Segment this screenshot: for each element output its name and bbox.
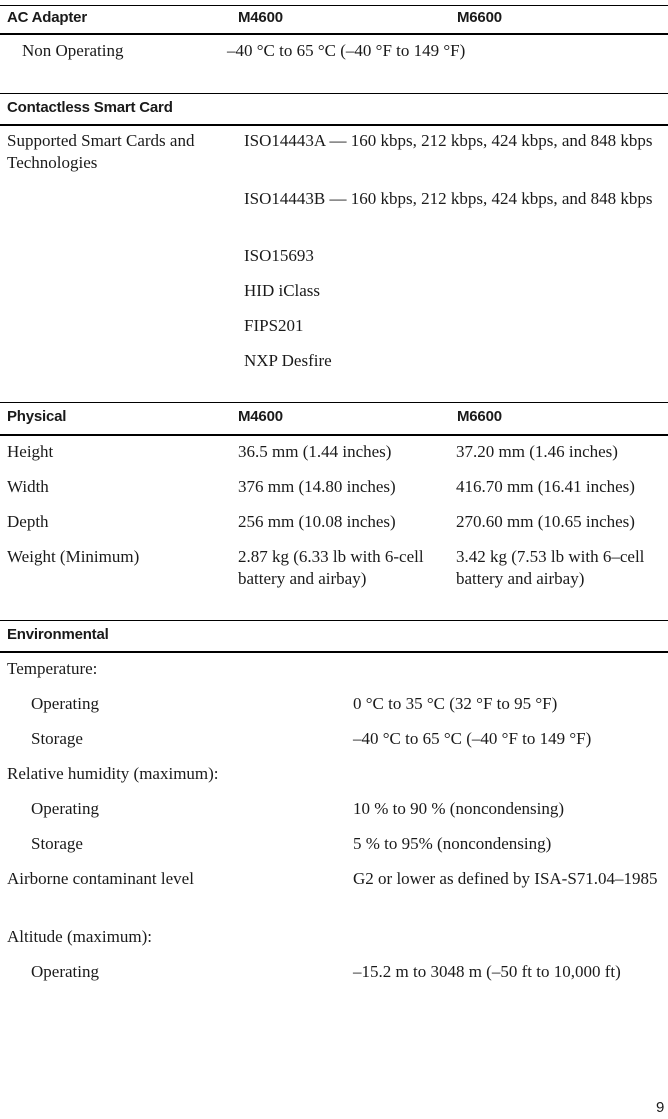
smart-card-item: FIPS201 xyxy=(244,316,304,335)
ac-adapter-row-value: –40 °C to 65 °C (–40 °F to 149 °F) xyxy=(227,41,466,60)
airborne-label: Airborne contaminant level xyxy=(7,869,194,888)
ac-adapter-top-rule xyxy=(0,5,668,6)
physical-row-m6600: 3.42 kg (7.53 lb with 6–cell battery and airbay) xyxy=(456,547,645,588)
page-number: 9 xyxy=(656,1099,665,1116)
smart-card-item: NXP Desfire xyxy=(244,351,332,370)
smart-card-item: ISO15693 xyxy=(244,246,314,265)
airborne-value: G2 or lower as defined by ISA-S71.04–1985 xyxy=(353,869,658,888)
smart-card-top-rule xyxy=(0,93,668,94)
altitude-operating-label: Operating xyxy=(31,962,99,981)
humidity-operating-value: 10 % to 90 % (noncondensing) xyxy=(353,799,565,818)
physical-col-m4600: M4600 xyxy=(238,408,283,425)
environmental-header-rule xyxy=(0,651,668,653)
environmental-title: Environmental xyxy=(7,626,109,643)
temperature-operating-value: 0 °C to 35 °C (32 °F to 95 °F) xyxy=(353,694,558,713)
humidity-label: Relative humidity (maximum): xyxy=(7,764,219,783)
physical-row-m4600: 36.5 mm (1.44 inches) xyxy=(238,442,392,461)
smart-card-label: Supported Smart Cards and Technologies xyxy=(7,131,195,172)
smart-card-item: ISO14443A — 160 kbps, 212 kbps, 424 kbps, and 848 kbps xyxy=(244,131,653,150)
physical-top-rule xyxy=(0,402,668,403)
physical-row-m4600: 256 mm (10.08 inches) xyxy=(238,512,396,531)
ac-adapter-col-m6600: M6600 xyxy=(457,9,502,26)
humidity-operating-label: Operating xyxy=(31,799,99,818)
ac-adapter-header-rule xyxy=(0,33,668,35)
altitude-label: Altitude (maximum): xyxy=(7,927,152,946)
physical-row-m4600: 376 mm (14.80 inches) xyxy=(238,477,396,496)
ac-adapter-col-m4600: M4600 xyxy=(238,9,283,26)
physical-row-m4600: 2.87 kg (6.33 lb with 6-cell battery and airbay) xyxy=(238,547,424,588)
physical-row-label: Depth xyxy=(7,512,49,531)
ac-adapter-row-label: Non Operating xyxy=(22,41,124,60)
physical-col-m6600: M6600 xyxy=(457,408,502,425)
smart-card-item: HID iClass xyxy=(244,281,321,300)
physical-row-m6600: 270.60 mm (10.65 inches) xyxy=(456,512,635,531)
altitude-operating-value: –15.2 m to 3048 m (–50 ft to 10,000 ft) xyxy=(353,962,621,981)
humidity-storage-value: 5 % to 95% (noncondensing) xyxy=(353,834,552,853)
smart-card-item: ISO14443B — 160 kbps, 212 kbps, 424 kbps, and 848 kbps xyxy=(244,189,653,208)
temperature-label: Temperature: xyxy=(7,659,98,678)
smart-card-title: Contactless Smart Card xyxy=(7,99,173,116)
physical-row-label: Width xyxy=(7,477,49,496)
ac-adapter-title: AC Adapter xyxy=(7,9,87,26)
temperature-operating-label: Operating xyxy=(31,694,99,713)
physical-row-m6600: 37.20 mm (1.46 inches) xyxy=(456,442,618,461)
smart-card-header-rule xyxy=(0,124,668,126)
temperature-storage-label: Storage xyxy=(31,729,83,748)
physical-row-m6600: 416.70 mm (16.41 inches) xyxy=(456,477,635,496)
environmental-top-rule xyxy=(0,620,668,621)
temperature-storage-value: –40 °C to 65 °C (–40 °F to 149 °F) xyxy=(353,729,592,748)
physical-row-label: Height xyxy=(7,442,54,461)
physical-row-label: Weight (Minimum) xyxy=(7,547,140,566)
humidity-storage-label: Storage xyxy=(31,834,83,853)
physical-header-rule xyxy=(0,434,668,436)
physical-title: Physical xyxy=(7,408,67,425)
